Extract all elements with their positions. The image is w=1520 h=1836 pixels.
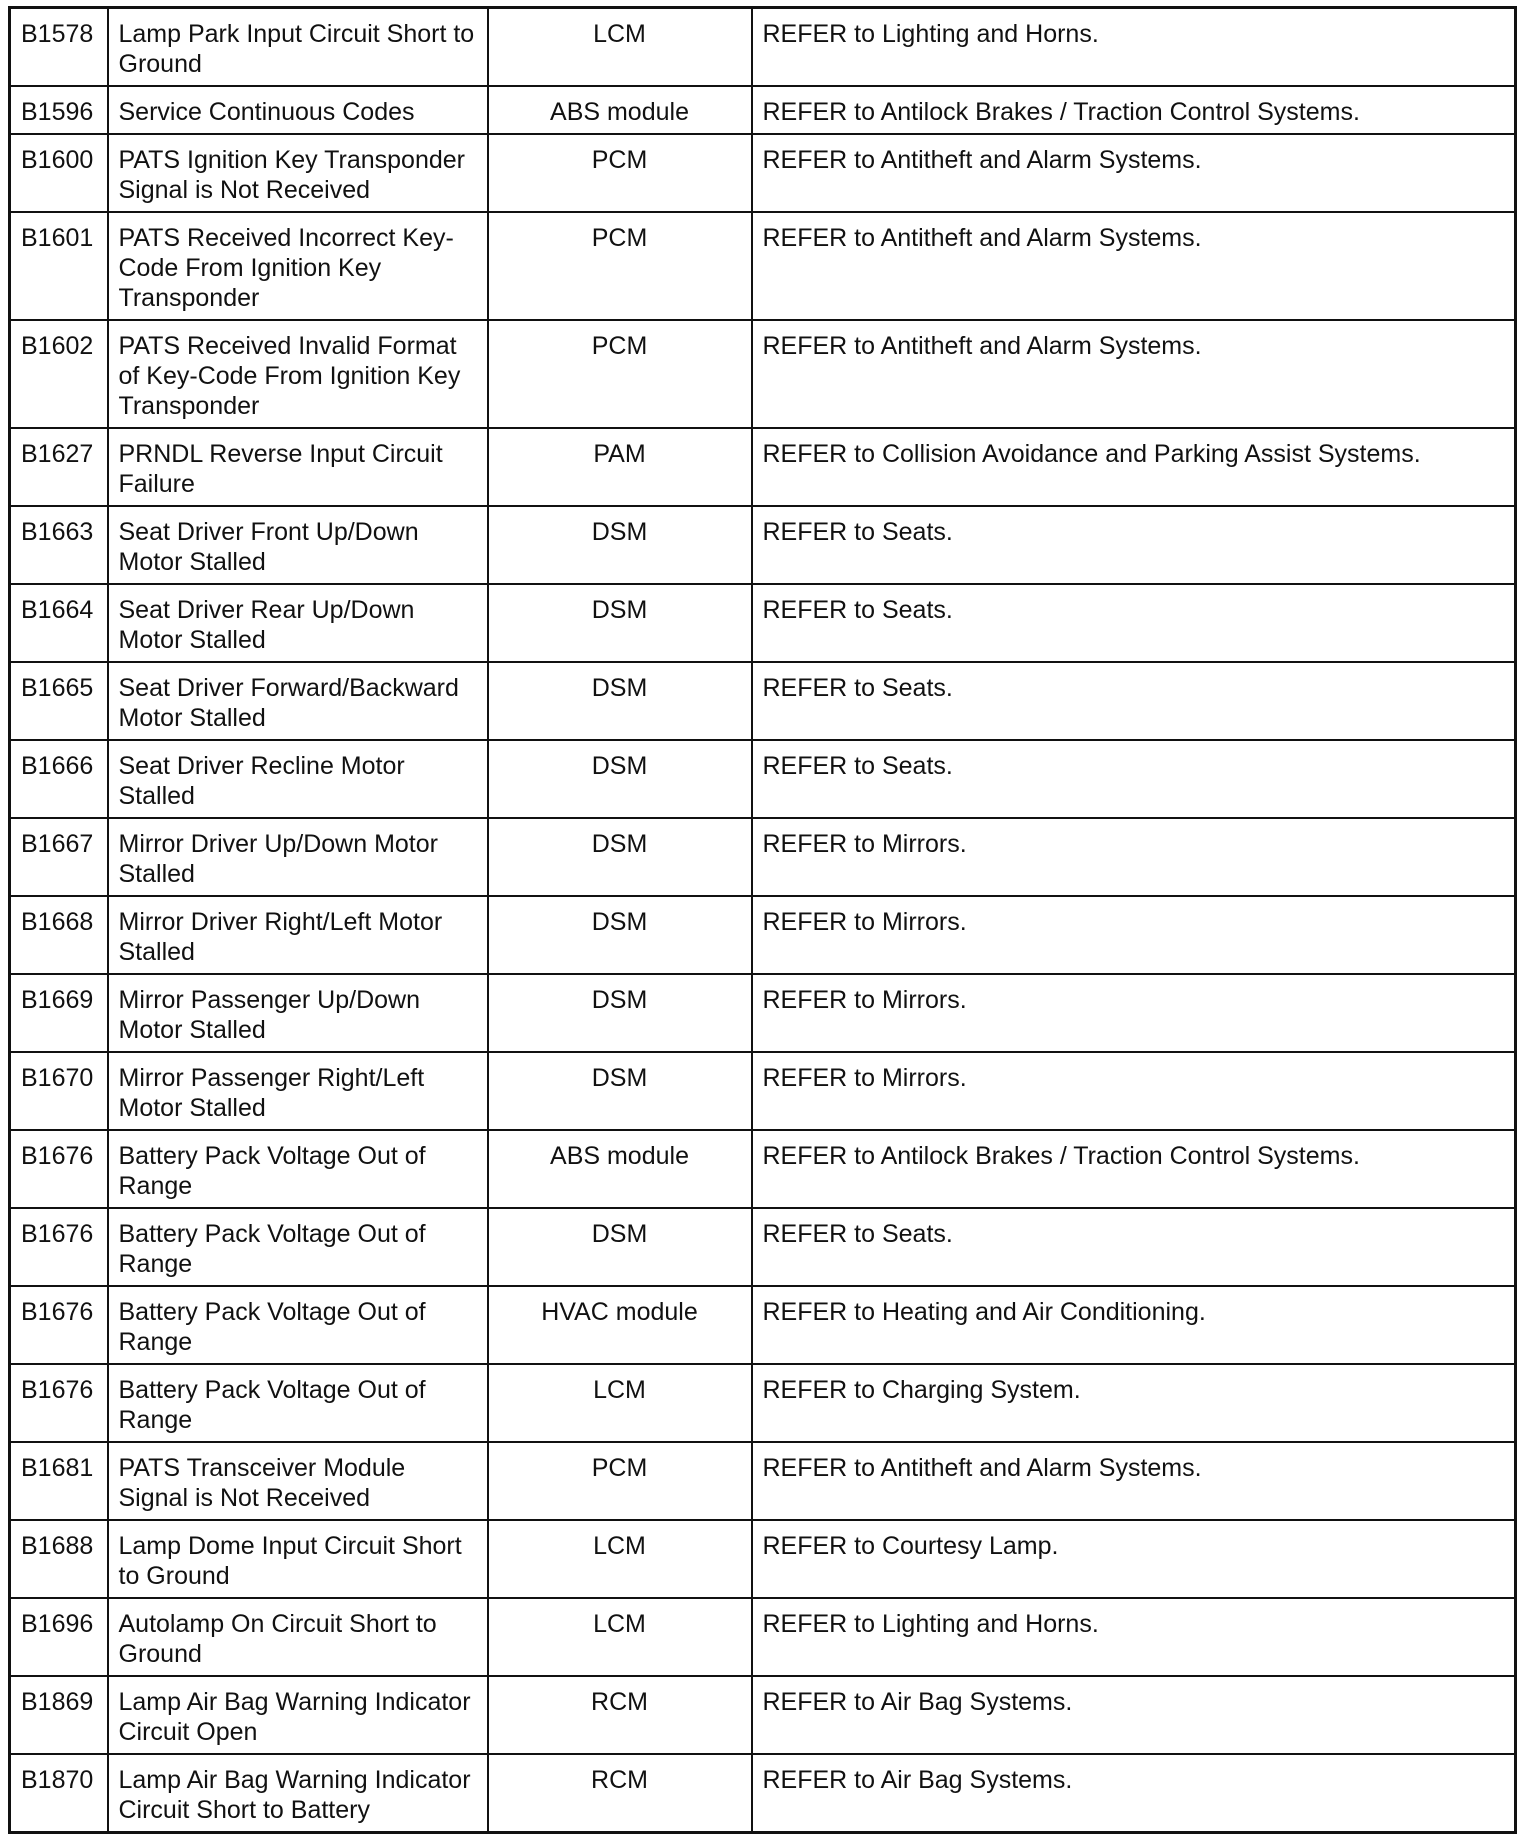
- dtc-code: B1688: [10, 1520, 108, 1598]
- dtc-module: DSM: [488, 818, 752, 896]
- dtc-code: B1676: [10, 1130, 108, 1208]
- dtc-module: DSM: [488, 1208, 752, 1286]
- dtc-module: LCM: [488, 1598, 752, 1676]
- dtc-module: RCM: [488, 1676, 752, 1754]
- dtc-code: B1869: [10, 1676, 108, 1754]
- dtc-description: Seat Driver Rear Up/Down Motor Stalled: [108, 584, 488, 662]
- table-row: [10, 134, 1516, 212]
- dtc-action: REFER to Seats.: [752, 584, 1516, 662]
- table-row: [10, 8, 1516, 87]
- dtc-description: Battery Pack Voltage Out of Range: [108, 1130, 488, 1208]
- dtc-action: REFER to Air Bag Systems.: [752, 1676, 1516, 1754]
- dtc-module: LCM: [488, 1520, 752, 1598]
- table-row: [10, 1286, 1516, 1364]
- dtc-code: B1666: [10, 740, 108, 818]
- table-row: [10, 1442, 1516, 1520]
- table-row: [10, 818, 1516, 896]
- dtc-action: REFER to Courtesy Lamp.: [752, 1520, 1516, 1598]
- dtc-module: LCM: [488, 8, 752, 87]
- dtc-action: REFER to Air Bag Systems.: [752, 1754, 1516, 1833]
- dtc-code: B1676: [10, 1208, 108, 1286]
- dtc-description: PATS Ignition Key Transponder Signal is Not Received: [108, 134, 488, 212]
- dtc-code: B1596: [10, 86, 108, 134]
- dtc-description: Autolamp On Circuit Short to Ground: [108, 1598, 488, 1676]
- table-row: [10, 320, 1516, 428]
- dtc-action: REFER to Lighting and Horns.: [752, 8, 1516, 87]
- dtc-action: REFER to Seats.: [752, 506, 1516, 584]
- table-row: [10, 740, 1516, 818]
- dtc-code: B1667: [10, 818, 108, 896]
- dtc-action: REFER to Mirrors.: [752, 974, 1516, 1052]
- dtc-description: Battery Pack Voltage Out of Range: [108, 1364, 488, 1442]
- dtc-module: RCM: [488, 1754, 752, 1833]
- table-row: [10, 428, 1516, 506]
- dtc-action: REFER to Antitheft and Alarm Systems.: [752, 320, 1516, 428]
- dtc-action: REFER to Mirrors.: [752, 896, 1516, 974]
- dtc-table: [8, 6, 1517, 1834]
- dtc-description: Seat Driver Forward/Backward Motor Stalled: [108, 662, 488, 740]
- dtc-module: DSM: [488, 896, 752, 974]
- dtc-code: B1681: [10, 1442, 108, 1520]
- dtc-action: REFER to Antilock Brakes / Traction Control Systems.: [752, 1130, 1516, 1208]
- dtc-module: PAM: [488, 428, 752, 506]
- dtc-action: REFER to Heating and Air Conditioning.: [752, 1286, 1516, 1364]
- table-row: [10, 1052, 1516, 1130]
- dtc-module: PCM: [488, 212, 752, 320]
- table-row: [10, 1598, 1516, 1676]
- dtc-module: DSM: [488, 1052, 752, 1130]
- dtc-action: REFER to Antitheft and Alarm Systems.: [752, 1442, 1516, 1520]
- table-row: [10, 1208, 1516, 1286]
- dtc-module: PCM: [488, 320, 752, 428]
- dtc-module: DSM: [488, 974, 752, 1052]
- dtc-code: B1600: [10, 134, 108, 212]
- dtc-action: REFER to Antitheft and Alarm Systems.: [752, 212, 1516, 320]
- dtc-description: Mirror Passenger Right/Left Motor Stalled: [108, 1052, 488, 1130]
- dtc-table-body: [10, 8, 1516, 1833]
- dtc-action: REFER to Mirrors.: [752, 1052, 1516, 1130]
- dtc-module: DSM: [488, 662, 752, 740]
- dtc-action: REFER to Antilock Brakes / Traction Control Systems.: [752, 86, 1516, 134]
- dtc-action: REFER to Lighting and Horns.: [752, 1598, 1516, 1676]
- table-row: [10, 1754, 1516, 1833]
- dtc-module: DSM: [488, 740, 752, 818]
- dtc-description: Lamp Air Bag Warning Indicator Circuit Short to Battery: [108, 1754, 488, 1833]
- dtc-code: B1669: [10, 974, 108, 1052]
- dtc-module: HVAC module: [488, 1286, 752, 1364]
- table-row: [10, 1676, 1516, 1754]
- dtc-action: REFER to Mirrors.: [752, 818, 1516, 896]
- dtc-module: LCM: [488, 1364, 752, 1442]
- dtc-description: Seat Driver Front Up/Down Motor Stalled: [108, 506, 488, 584]
- dtc-action: REFER to Seats.: [752, 1208, 1516, 1286]
- dtc-code: B1696: [10, 1598, 108, 1676]
- table-row: [10, 1364, 1516, 1442]
- dtc-description: Battery Pack Voltage Out of Range: [108, 1208, 488, 1286]
- dtc-description: Lamp Air Bag Warning Indicator Circuit Open: [108, 1676, 488, 1754]
- dtc-action: REFER to Collision Avoidance and Parking Assist Systems.: [752, 428, 1516, 506]
- table-row: [10, 896, 1516, 974]
- table-row: [10, 662, 1516, 740]
- dtc-code: B1664: [10, 584, 108, 662]
- table-row: [10, 1130, 1516, 1208]
- table-row: [10, 1520, 1516, 1598]
- dtc-code: B1670: [10, 1052, 108, 1130]
- dtc-description: Mirror Driver Up/Down Motor Stalled: [108, 818, 488, 896]
- dtc-module: DSM: [488, 584, 752, 662]
- dtc-code: B1676: [10, 1286, 108, 1364]
- dtc-description: Mirror Driver Right/Left Motor Stalled: [108, 896, 488, 974]
- dtc-description: PATS Transceiver Module Signal is Not Received: [108, 1442, 488, 1520]
- dtc-code: B1601: [10, 212, 108, 320]
- dtc-code: B1870: [10, 1754, 108, 1833]
- dtc-code: B1627: [10, 428, 108, 506]
- dtc-action: REFER to Seats.: [752, 740, 1516, 818]
- dtc-description: Seat Driver Recline Motor Stalled: [108, 740, 488, 818]
- dtc-description: PATS Received Invalid Format of Key-Code From Ignition Key Transponder: [108, 320, 488, 428]
- dtc-description: Service Continuous Codes: [108, 86, 488, 134]
- dtc-description: PATS Received Incorrect Key-Code From Ignition Key Transponder: [108, 212, 488, 320]
- dtc-description: Battery Pack Voltage Out of Range: [108, 1286, 488, 1364]
- dtc-action: REFER to Seats.: [752, 662, 1516, 740]
- dtc-module: ABS module: [488, 1130, 752, 1208]
- table-row: [10, 974, 1516, 1052]
- table-row: [10, 86, 1516, 134]
- dtc-action: REFER to Charging System.: [752, 1364, 1516, 1442]
- dtc-code: B1676: [10, 1364, 108, 1442]
- dtc-description: Mirror Passenger Up/Down Motor Stalled: [108, 974, 488, 1052]
- dtc-code: B1665: [10, 662, 108, 740]
- dtc-code: B1663: [10, 506, 108, 584]
- table-row: [10, 212, 1516, 320]
- dtc-code: B1668: [10, 896, 108, 974]
- dtc-module: DSM: [488, 506, 752, 584]
- table-row: [10, 584, 1516, 662]
- dtc-description: Lamp Dome Input Circuit Short to Ground: [108, 1520, 488, 1598]
- dtc-code: B1602: [10, 320, 108, 428]
- dtc-action: REFER to Antitheft and Alarm Systems.: [752, 134, 1516, 212]
- dtc-module: PCM: [488, 1442, 752, 1520]
- dtc-code: B1578: [10, 8, 108, 87]
- dtc-module: PCM: [488, 134, 752, 212]
- table-row: [10, 506, 1516, 584]
- dtc-description: PRNDL Reverse Input Circuit Failure: [108, 428, 488, 506]
- dtc-module: ABS module: [488, 86, 752, 134]
- dtc-description: Lamp Park Input Circuit Short to Ground: [108, 8, 488, 87]
